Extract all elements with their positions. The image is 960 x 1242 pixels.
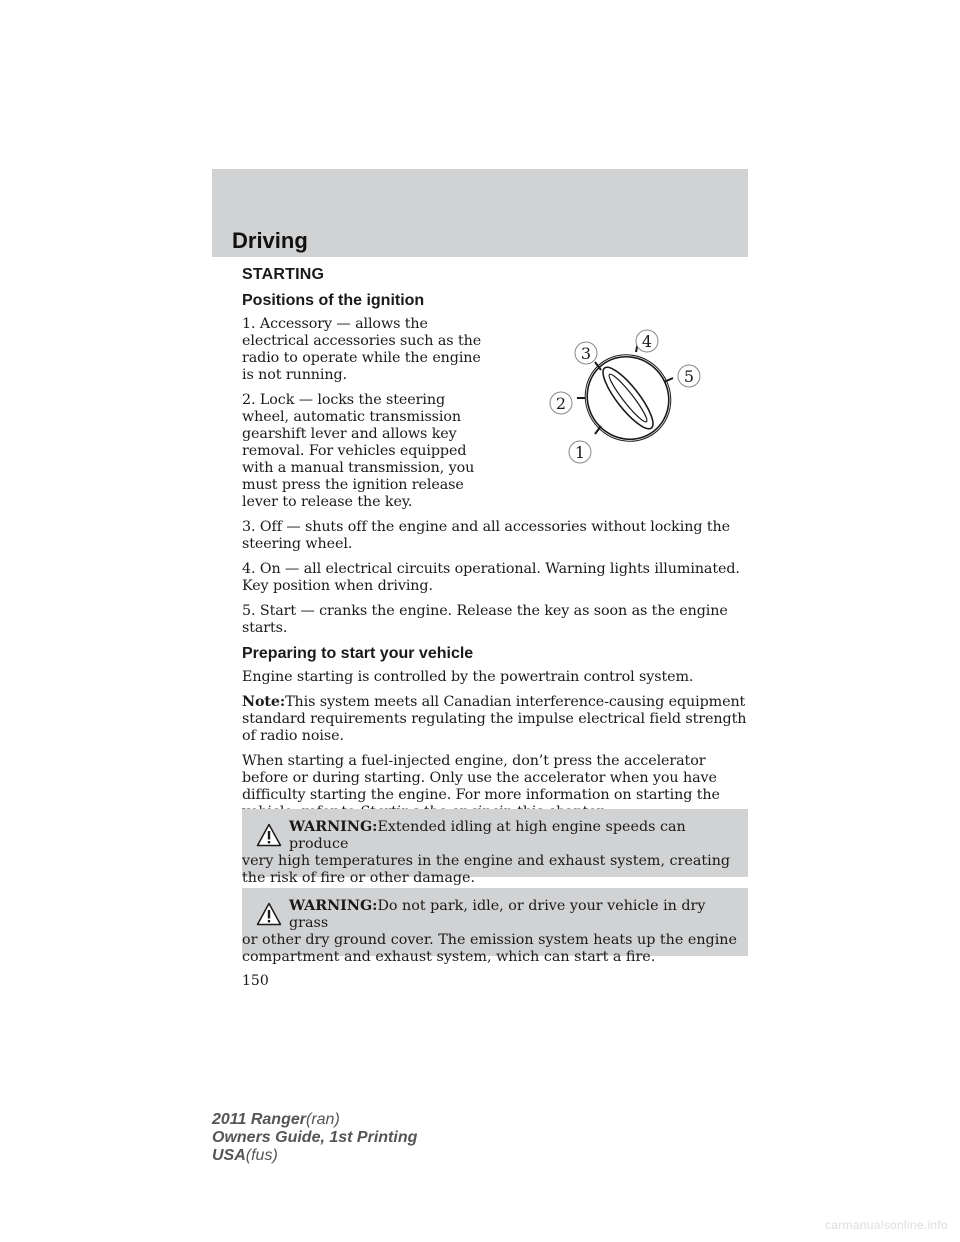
label-2: 2	[555, 394, 567, 413]
label-4: 4	[641, 332, 653, 351]
footer-printing: Owners Guide, 1st Printing	[212, 1129, 418, 1146]
ignition-item-4: 4. On — all electrical circuits operational. Warning lights illuminated. Key position when driving.	[242, 561, 740, 594]
warning-first-line-1: Extended idling at high engine speeds can produce	[289, 819, 686, 852]
note-label: Note:	[242, 694, 286, 710]
page-number: 150	[242, 973, 269, 989]
note-paragraph	[242, 694, 750, 745]
footer-model-code: (ran)	[305, 1111, 340, 1128]
positions-heading: Positions of the ignition	[242, 292, 425, 309]
watermark: carmanualsonline.info	[824, 1218, 948, 1232]
section-title: Driving	[232, 228, 308, 253]
warning-label-1: WARNING:	[289, 819, 378, 835]
warning-box-1	[242, 809, 748, 886]
warning-first-line-2: Do not park, idle, or drive your vehicle in dry grass	[289, 898, 706, 931]
preparing-p2-text: When starting a fuel-injected engine, don’t press the accelerator before or during starting. Only use the accelerator when you have difficulty starting the engine. For more information on starting the	[242, 753, 720, 803]
footer-market: USA	[212, 1147, 246, 1164]
ignition-item-2: 2. Lock — locks the steering wheel, automatic transmission gearshift lever and allows key removal. For vehicles equipped with a manual transmission, you must press the ignition release lever to release the key.	[242, 392, 475, 510]
print-footer	[212, 1111, 417, 1165]
warning-label-2: WARNING:	[289, 898, 378, 914]
footer-market-code: (fus)	[245, 1147, 278, 1164]
warning-text-1	[242, 819, 738, 887]
starting-heading: STARTING	[242, 266, 325, 283]
ignition-item-3: 3. Off — shuts off the engine and all accessories without locking the steering wheel.	[242, 519, 730, 552]
footer-model: 2011 Ranger	[212, 1111, 306, 1128]
ignition-item-1: 1. Accessory — allows the electrical accessories such as the radio to operate while the engine is not running.	[242, 316, 482, 383]
label-3: 3	[580, 344, 592, 363]
ignition-diagram	[540, 322, 720, 472]
ignition-item-5: 5. Start — cranks the engine. Release the key as soon as the engine starts.	[242, 603, 728, 636]
preparing-paragraph-1: Engine starting is controlled by the powertrain control system.	[242, 669, 694, 685]
warning-text-2	[242, 898, 738, 966]
warning-rest-2: or other dry ground cover. The emission system heats up the engine compartment and exhaust system, which can start a fire.	[242, 932, 737, 965]
label-1: 1	[574, 443, 586, 462]
warning-box-2	[242, 888, 748, 965]
warning-rest-1: very high temperatures in the engine and exhaust system, creating the risk of fire or other damage.	[242, 853, 731, 886]
preparing-heading: Preparing to start your vehicle	[242, 645, 474, 662]
note-text: This system meets all Canadian interference-causing equipment standard requirements regulating the impulse electrical field strength of radio noise.	[242, 694, 747, 744]
label-5: 5	[683, 367, 695, 386]
